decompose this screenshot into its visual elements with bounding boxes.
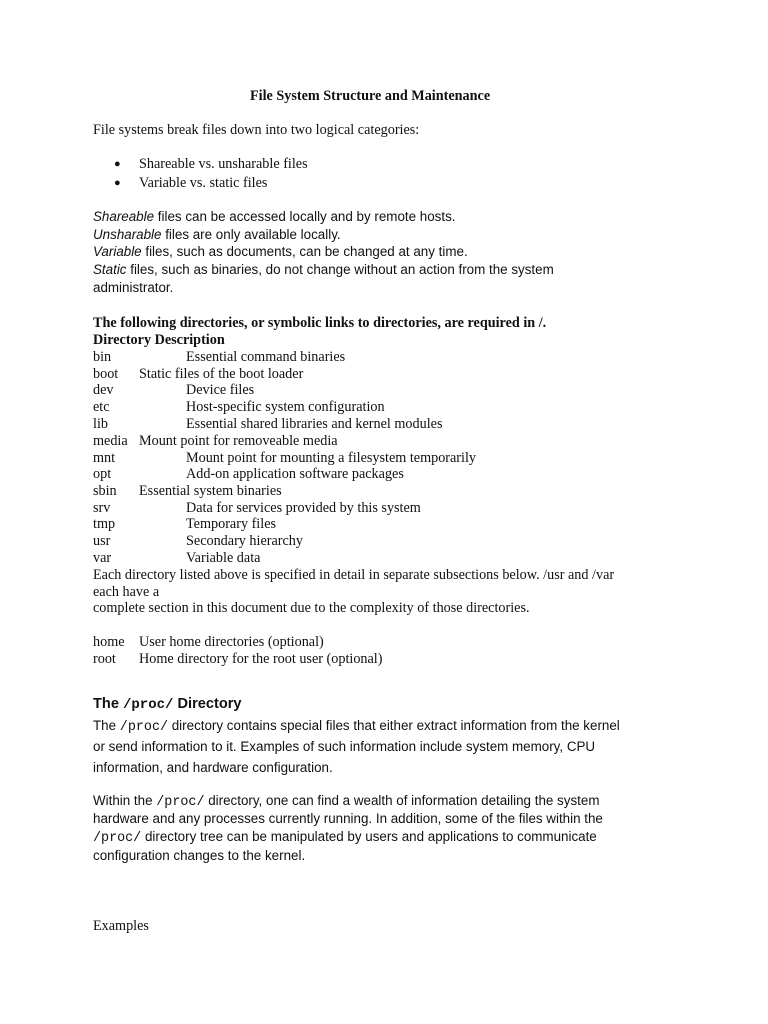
definition-term: Variable (93, 244, 142, 259)
dir-desc: Device files (186, 382, 255, 398)
definition-text: files, such as documents, can be changed at any time. (141, 244, 468, 259)
definition-term: Shareable (93, 209, 155, 224)
dir-name: lib (93, 416, 108, 432)
text-run: configuration changes to the kernel. (93, 848, 306, 863)
dir-desc: Essential command binaries (186, 349, 346, 365)
code-run: /proc/ (93, 831, 142, 846)
heading-text: The (93, 696, 123, 712)
table-row (93, 466, 404, 483)
table-row (93, 349, 346, 366)
dir-desc: User home directories (optional) (139, 634, 324, 650)
paragraph-line (93, 829, 597, 846)
detail-note-line: each have a (93, 584, 160, 600)
definition-term: Static (93, 262, 127, 277)
table-row (93, 416, 443, 433)
text-run: Within the (93, 793, 157, 808)
paragraph-line (93, 760, 333, 775)
definition-line (93, 227, 341, 242)
dir-name: root (93, 651, 116, 667)
dir-name: home (93, 634, 125, 650)
definition-text: files, such as binaries, do not change without an action from the system (126, 262, 554, 277)
definition-line (93, 209, 456, 224)
dir-desc: Temporary files (186, 516, 277, 532)
table-row (93, 382, 255, 399)
dir-desc: Secondary hierarchy (186, 533, 303, 549)
examples-label: Examples (93, 918, 149, 934)
text-run: hardware and any processes currently running. In addition, some of the files within the (93, 811, 603, 826)
dir-desc: Add-on application software packages (186, 466, 404, 482)
table-row (93, 399, 385, 416)
table-row (93, 433, 338, 450)
dir-desc: Mount point for mounting a filesystem temporarily (186, 450, 477, 466)
table-row (93, 550, 261, 567)
dir-name: tmp (93, 516, 116, 532)
proc-heading (93, 696, 242, 713)
required-heading: The following directories, or symbolic links to directories, are required in /. (93, 315, 547, 331)
table-row (93, 500, 421, 517)
dir-desc: Essential shared libraries and kernel modules (186, 416, 443, 432)
definition-text: files can be accessed locally and by remote hosts. (154, 209, 456, 224)
detail-note-line: Each directory listed above is specified in detail in separate subsections below. /usr and /var (93, 567, 615, 583)
text-run: directory, one can find a wealth of information detailing the system (204, 793, 600, 808)
dir-name: mnt (93, 450, 116, 466)
dir-desc: Variable data (186, 550, 261, 566)
paragraph-line (93, 718, 620, 735)
dir-desc: Static files of the boot loader (139, 366, 304, 382)
dir-name: media (93, 433, 128, 449)
dir-desc: Home directory for the root user (optional) (139, 651, 383, 667)
paragraph-line (93, 811, 603, 826)
dir-name: usr (93, 533, 111, 549)
text-run: or send information to it. Examples of such information include system memory, CPU (93, 739, 596, 754)
bullet-icon: ● (114, 158, 121, 170)
dir-name: etc (93, 399, 110, 415)
table-heading: Directory Description (93, 332, 225, 348)
dir-desc: Data for services provided by this system (186, 500, 421, 516)
table-row (93, 634, 324, 651)
table-row (93, 516, 277, 533)
heading-text: Directory (173, 696, 242, 712)
text-run: The (93, 718, 120, 733)
definition-term: Unsharable (93, 227, 162, 242)
dir-name: sbin (93, 483, 117, 499)
dir-desc: Essential system binaries (139, 483, 282, 499)
definition-continuation: administrator. (93, 280, 174, 295)
definition-line (93, 262, 554, 277)
dir-desc: Mount point for removeable media (139, 433, 338, 449)
bullet-icon: ● (114, 177, 121, 189)
paragraph-line (93, 739, 595, 754)
dir-name: bin (93, 349, 112, 365)
page-title: File System Structure and Maintenance (250, 88, 491, 104)
paragraph-line (93, 848, 305, 863)
dir-name: opt (93, 466, 112, 482)
bullet-text: Shareable vs. unsharable files (139, 156, 308, 172)
table-row (93, 651, 383, 668)
detail-note-line: complete section in this document due to the complexity of those directories. (93, 600, 530, 616)
text-run: information, and hardware configuration. (93, 760, 333, 775)
heading-code: /proc/ (123, 697, 174, 713)
dir-name: dev (93, 382, 114, 398)
definition-line (93, 244, 468, 259)
code-run: /proc/ (156, 795, 205, 810)
table-row (93, 450, 477, 467)
definition-text: files are only available locally. (161, 227, 341, 242)
paragraph-line (93, 793, 599, 810)
text-run: directory contains special files that either extract information from the kernel (168, 718, 620, 733)
table-row (93, 483, 282, 500)
dir-name: boot (93, 366, 119, 382)
table-row (93, 533, 303, 550)
dir-name: var (93, 550, 112, 566)
dir-desc: Host-specific system configuration (186, 399, 385, 415)
dir-name: srv (93, 500, 111, 516)
code-run: /proc/ (119, 720, 169, 735)
table-row (93, 366, 304, 383)
intro-text: File systems break files down into two logical categories: (93, 122, 420, 138)
bullet-text: Variable vs. static files (139, 175, 268, 191)
text-run: directory tree can be manipulated by users and applications to communicate (141, 829, 597, 844)
